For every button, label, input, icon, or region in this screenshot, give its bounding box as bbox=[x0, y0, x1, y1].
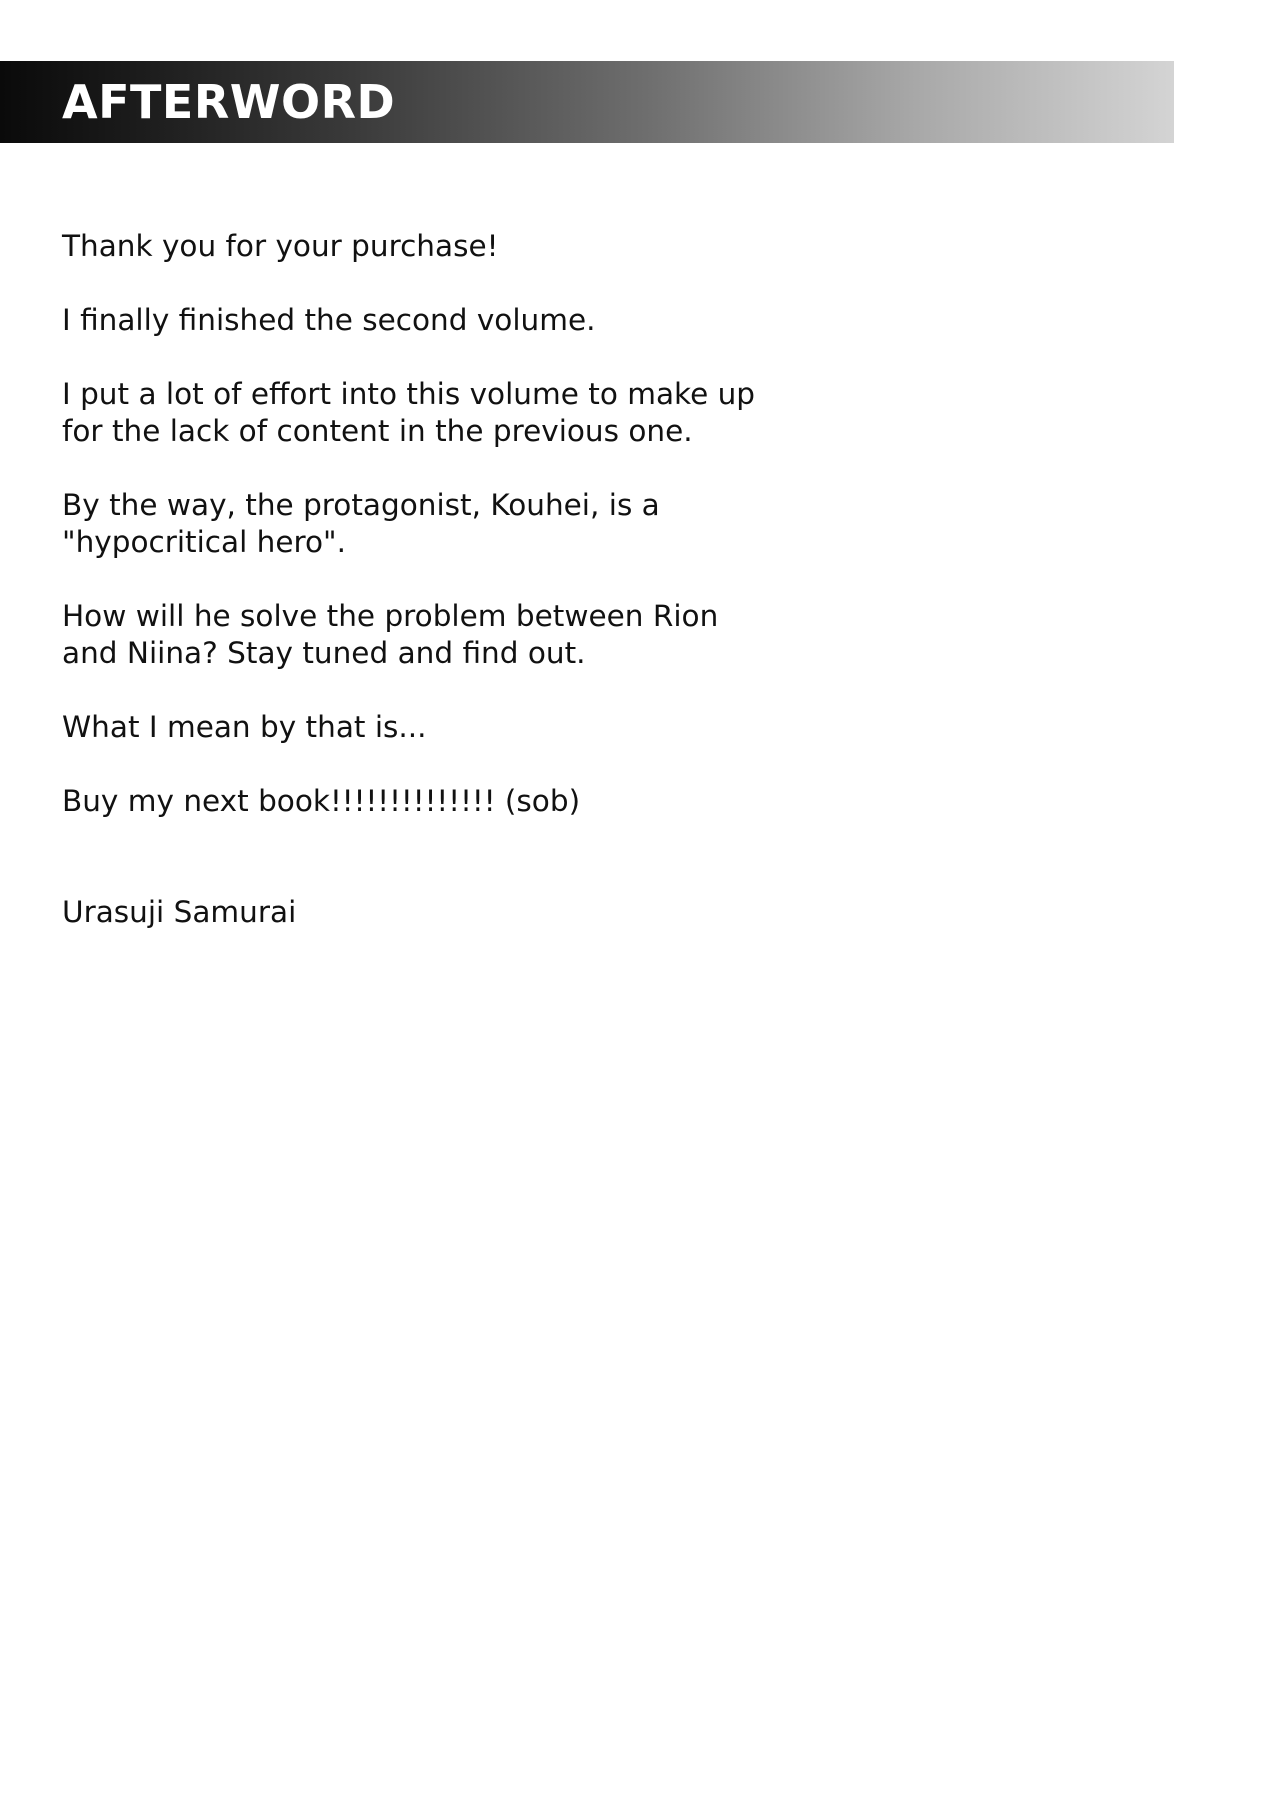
paragraph-finished bbox=[62, 302, 1162, 339]
paragraph-line: By the way, the protagonist, Kouhei, is a bbox=[62, 488, 660, 522]
paragraph-problem bbox=[62, 598, 1162, 672]
author-signature: Urasuji Samurai bbox=[62, 895, 297, 929]
paragraph-line: "hypocritical hero". bbox=[62, 525, 346, 559]
paragraph-plea bbox=[62, 783, 1162, 820]
page-title: AFTERWORD bbox=[62, 75, 396, 129]
afterword-body bbox=[62, 228, 1162, 931]
paragraph-line: I finally finished the second volume. bbox=[62, 303, 596, 337]
paragraph-meaning bbox=[62, 709, 1162, 746]
afterword-header-bar bbox=[0, 61, 1174, 143]
paragraph-line: Buy my next book!!!!!!!!!!!!!! (sob) bbox=[62, 784, 581, 818]
paragraph-protagonist bbox=[62, 487, 1162, 561]
paragraph-line: and Niina? Stay tuned and find out. bbox=[62, 636, 586, 670]
paragraph-line: I put a lot of effort into this volume to make up bbox=[62, 377, 756, 411]
paragraph-line: What I mean by that is... bbox=[62, 710, 427, 744]
paragraph-thanks bbox=[62, 228, 1162, 265]
paragraph-line: Thank you for your purchase! bbox=[62, 229, 499, 263]
paragraph-line: for the lack of content in the previous one. bbox=[62, 414, 693, 448]
paragraph-effort bbox=[62, 376, 1162, 450]
paragraph-line: How will he solve the problem between Rion bbox=[62, 599, 719, 633]
